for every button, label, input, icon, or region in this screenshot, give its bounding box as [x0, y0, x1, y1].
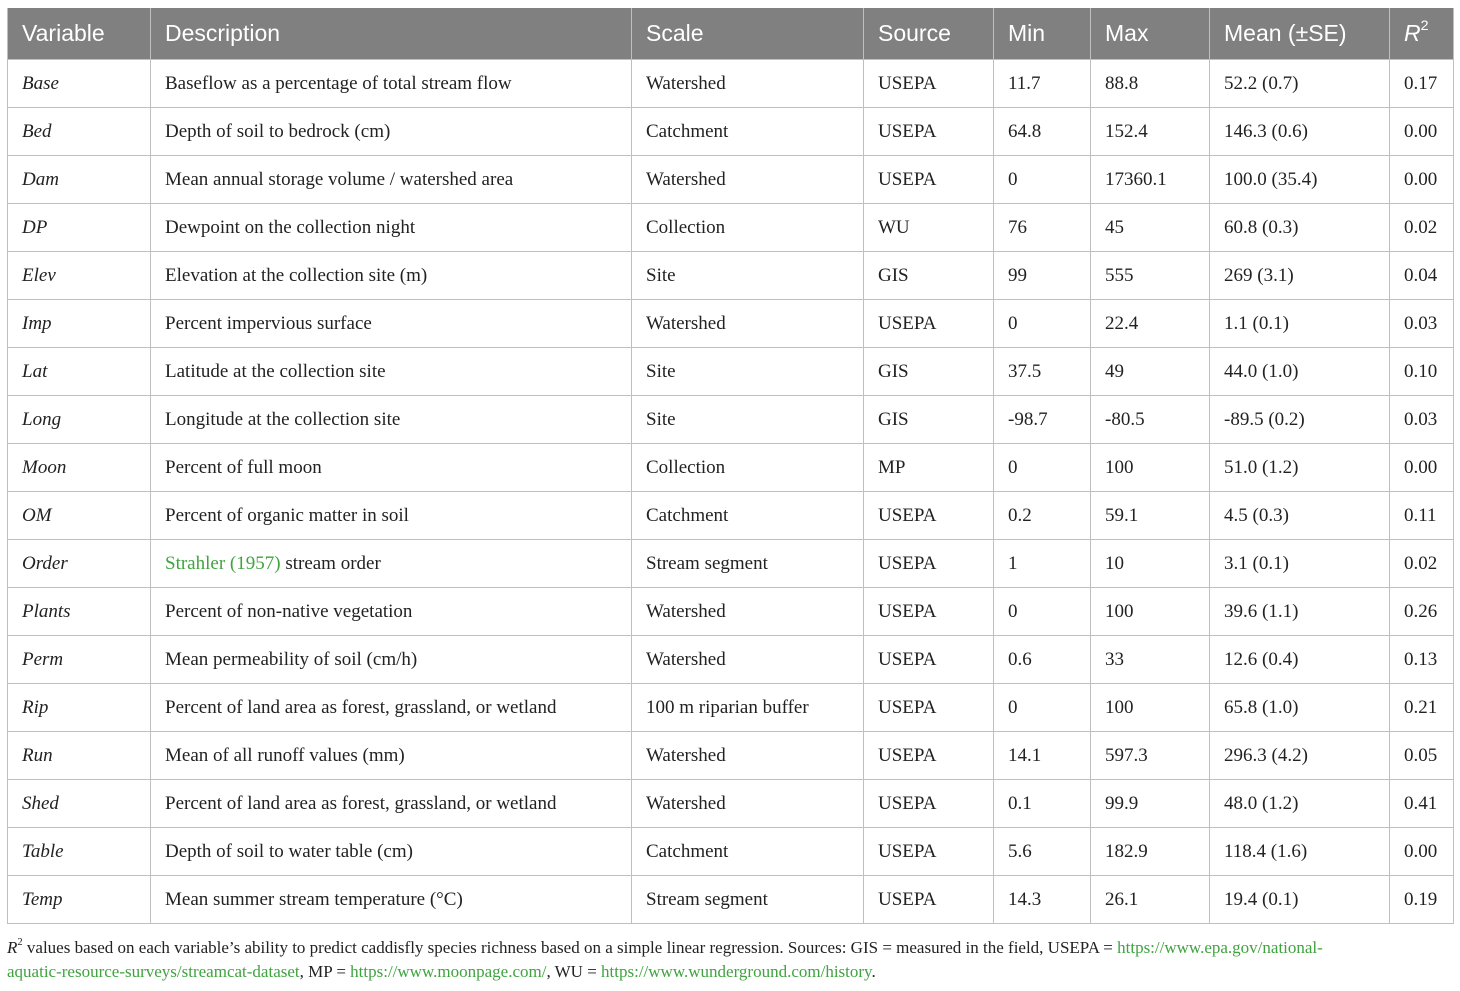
cell-r2: 0.10	[1390, 348, 1454, 396]
cell-scale: Collection	[632, 444, 864, 492]
cell-min: 0	[994, 588, 1091, 636]
cell-max: 33	[1091, 636, 1210, 684]
cell-variable: Run	[8, 732, 151, 780]
cell-max: 99.9	[1091, 780, 1210, 828]
cell-max: 88.8	[1091, 60, 1210, 108]
cell-description: Mean summer stream temperature (°C)	[151, 876, 632, 924]
table-row	[8, 636, 1454, 684]
header-variable: Variable	[8, 8, 151, 60]
cell-description: Percent of land area as forest, grassland, or wetland	[151, 684, 632, 732]
cell-max: -80.5	[1091, 396, 1210, 444]
cell-min: 0	[994, 684, 1091, 732]
cell-mean: 4.5 (0.3)	[1210, 492, 1390, 540]
cell-scale: Stream segment	[632, 540, 864, 588]
cell-source: USEPA	[864, 60, 994, 108]
cell-source: GIS	[864, 252, 994, 300]
cell-description: Percent of non-native vegetation	[151, 588, 632, 636]
cell-min: 64.8	[994, 108, 1091, 156]
footnote-r-exponent: 2	[17, 936, 23, 948]
cell-source: MP	[864, 444, 994, 492]
cell-mean: 39.6 (1.1)	[1210, 588, 1390, 636]
data-table-container	[7, 8, 1453, 924]
description-text: stream order	[280, 552, 381, 574]
table-row	[8, 396, 1454, 444]
cell-mean: 118.4 (1.6)	[1210, 828, 1390, 876]
header-r2-exponent: 2	[1420, 18, 1429, 35]
header-max: Max	[1091, 8, 1210, 60]
cell-variable: Base	[8, 60, 151, 108]
cell-source: USEPA	[864, 492, 994, 540]
table-row	[8, 780, 1454, 828]
cell-min: -98.7	[994, 396, 1091, 444]
cell-source: USEPA	[864, 108, 994, 156]
table-row	[8, 300, 1454, 348]
cell-description: Depth of soil to water table (cm)	[151, 828, 632, 876]
cell-scale: Catchment	[632, 108, 864, 156]
header-min: Min	[994, 8, 1091, 60]
cell-max: 17360.1	[1091, 156, 1210, 204]
usepa-link-part-2[interactable]: aquatic-resource-surveys/streamcat-dataset	[7, 962, 300, 981]
cell-source: USEPA	[864, 684, 994, 732]
cell-r2: 0.41	[1390, 780, 1454, 828]
table-row	[8, 684, 1454, 732]
moonpage-link[interactable]: https://www.moonpage.com/	[350, 962, 547, 981]
cell-variable: Plants	[8, 588, 151, 636]
cell-min: 0	[994, 300, 1091, 348]
cell-mean: 52.2 (0.7)	[1210, 60, 1390, 108]
cell-max: 100	[1091, 588, 1210, 636]
cell-scale: Watershed	[632, 636, 864, 684]
header-r2	[1390, 8, 1454, 60]
cell-min: 14.1	[994, 732, 1091, 780]
table-row	[8, 492, 1454, 540]
cell-variable: Table	[8, 828, 151, 876]
cell-r2: 0.00	[1390, 828, 1454, 876]
cell-scale: Site	[632, 396, 864, 444]
cell-scale: Catchment	[632, 828, 864, 876]
cell-min: 0.2	[994, 492, 1091, 540]
cell-description: Percent impervious surface	[151, 300, 632, 348]
header-mean: Mean (±SE)	[1210, 8, 1390, 60]
table-row	[8, 828, 1454, 876]
cell-scale: Collection	[632, 204, 864, 252]
cell-max: 49	[1091, 348, 1210, 396]
cell-min: 0.6	[994, 636, 1091, 684]
cell-scale: Watershed	[632, 732, 864, 780]
cell-description: Mean permeability of soil (cm/h)	[151, 636, 632, 684]
cell-description: Baseflow as a percentage of total stream flow	[151, 60, 632, 108]
cell-min: 0	[994, 444, 1091, 492]
cell-source: USEPA	[864, 588, 994, 636]
cell-variable: Lat	[8, 348, 151, 396]
cell-mean: 60.8 (0.3)	[1210, 204, 1390, 252]
variables-table	[7, 8, 1454, 924]
cell-mean: 51.0 (1.2)	[1210, 444, 1390, 492]
cell-scale: Watershed	[632, 780, 864, 828]
cell-mean: 44.0 (1.0)	[1210, 348, 1390, 396]
cell-description: Elevation at the collection site (m)	[151, 252, 632, 300]
table-row	[8, 588, 1454, 636]
footnote-text-1: values based on each variable’s ability to predict caddisfly species richness based on a simple linear regression. Sources: GIS = measured in the field, USEPA =	[22, 938, 1118, 957]
cell-description: Dewpoint on the collection night	[151, 204, 632, 252]
cell-variable: Order	[8, 540, 151, 588]
cell-variable: OM	[8, 492, 151, 540]
cell-description: Depth of soil to bedrock (cm)	[151, 108, 632, 156]
header-r2-base: R	[1404, 20, 1421, 46]
table-row	[8, 252, 1454, 300]
cell-max: 22.4	[1091, 300, 1210, 348]
cell-mean: 3.1 (0.1)	[1210, 540, 1390, 588]
cell-max: 59.1	[1091, 492, 1210, 540]
cell-description: Latitude at the collection site	[151, 348, 632, 396]
cell-source: USEPA	[864, 828, 994, 876]
cell-description: Percent of full moon	[151, 444, 632, 492]
cell-max: 152.4	[1091, 108, 1210, 156]
cell-r2: 0.19	[1390, 876, 1454, 924]
wunderground-link[interactable]: https://www.wunderground.com/history	[601, 962, 872, 981]
cell-scale: Watershed	[632, 60, 864, 108]
cell-source: USEPA	[864, 732, 994, 780]
cell-scale: Watershed	[632, 300, 864, 348]
cell-variable: Long	[8, 396, 151, 444]
cell-r2: 0.11	[1390, 492, 1454, 540]
cell-r2: 0.13	[1390, 636, 1454, 684]
table-row	[8, 876, 1454, 924]
cell-min: 0.1	[994, 780, 1091, 828]
cell-min: 37.5	[994, 348, 1091, 396]
cell-max: 555	[1091, 252, 1210, 300]
cell-variable: Dam	[8, 156, 151, 204]
cell-source: USEPA	[864, 300, 994, 348]
cell-mean: 65.8 (1.0)	[1210, 684, 1390, 732]
cell-mean: 48.0 (1.2)	[1210, 780, 1390, 828]
cell-max: 10	[1091, 540, 1210, 588]
cell-scale: Site	[632, 348, 864, 396]
cell-mean: 296.3 (4.2)	[1210, 732, 1390, 780]
footnote-text-2: , MP =	[299, 962, 351, 981]
cell-variable: Bed	[8, 108, 151, 156]
table-row	[8, 204, 1454, 252]
table-body	[8, 60, 1454, 924]
cell-mean: 12.6 (0.4)	[1210, 636, 1390, 684]
cell-description	[151, 540, 632, 588]
cell-source: GIS	[864, 348, 994, 396]
cell-r2: 0.00	[1390, 444, 1454, 492]
cell-r2: 0.26	[1390, 588, 1454, 636]
cell-description: Percent of organic matter in soil	[151, 492, 632, 540]
header-row	[8, 8, 1454, 60]
cell-source: USEPA	[864, 780, 994, 828]
cell-scale: Stream segment	[632, 876, 864, 924]
cell-r2: 0.21	[1390, 684, 1454, 732]
cell-description: Mean annual storage volume / watershed area	[151, 156, 632, 204]
cell-variable: Elev	[8, 252, 151, 300]
cell-variable: Shed	[8, 780, 151, 828]
table-row	[8, 60, 1454, 108]
cell-min: 5.6	[994, 828, 1091, 876]
cell-mean: 100.0 (35.4)	[1210, 156, 1390, 204]
cell-description: Mean of all runoff values (mm)	[151, 732, 632, 780]
cell-min: 99	[994, 252, 1091, 300]
usepa-link-part-1[interactable]: https://www.epa.gov/national-	[1117, 938, 1323, 957]
table-row	[8, 108, 1454, 156]
cell-variable: Temp	[8, 876, 151, 924]
cell-mean: 146.3 (0.6)	[1210, 108, 1390, 156]
cell-max: 26.1	[1091, 876, 1210, 924]
citation-link[interactable]: Strahler (1957)	[165, 552, 281, 574]
table-row	[8, 348, 1454, 396]
cell-max: 597.3	[1091, 732, 1210, 780]
cell-variable: Rip	[8, 684, 151, 732]
cell-min: 0	[994, 156, 1091, 204]
cell-max: 100	[1091, 684, 1210, 732]
cell-source: USEPA	[864, 156, 994, 204]
cell-r2: 0.02	[1390, 540, 1454, 588]
header-description: Description	[151, 8, 632, 60]
cell-variable: Perm	[8, 636, 151, 684]
cell-min: 11.7	[994, 60, 1091, 108]
cell-min: 76	[994, 204, 1091, 252]
cell-r2: 0.03	[1390, 396, 1454, 444]
footnote-text-3: , WU =	[546, 962, 602, 981]
cell-scale: Watershed	[632, 588, 864, 636]
cell-source: USEPA	[864, 540, 994, 588]
cell-max: 100	[1091, 444, 1210, 492]
cell-r2: 0.02	[1390, 204, 1454, 252]
cell-r2: 0.00	[1390, 108, 1454, 156]
cell-r2: 0.00	[1390, 156, 1454, 204]
footnote-text-4: .	[871, 962, 876, 981]
cell-variable: Imp	[8, 300, 151, 348]
cell-source: USEPA	[864, 876, 994, 924]
cell-r2: 0.04	[1390, 252, 1454, 300]
table-row	[8, 156, 1454, 204]
table-row	[8, 444, 1454, 492]
cell-source: USEPA	[864, 636, 994, 684]
cell-description: Percent of land area as forest, grassland, or wetland	[151, 780, 632, 828]
cell-source: GIS	[864, 396, 994, 444]
cell-mean: 1.1 (0.1)	[1210, 300, 1390, 348]
cell-mean: -89.5 (0.2)	[1210, 396, 1390, 444]
header-source: Source	[864, 8, 994, 60]
cell-max: 182.9	[1091, 828, 1210, 876]
table-row	[8, 732, 1454, 780]
cell-mean: 269 (3.1)	[1210, 252, 1390, 300]
footnote-r: R	[7, 938, 18, 957]
table-row	[8, 540, 1454, 588]
cell-r2: 0.17	[1390, 60, 1454, 108]
cell-r2: 0.03	[1390, 300, 1454, 348]
header-scale: Scale	[632, 8, 864, 60]
cell-max: 45	[1091, 204, 1210, 252]
cell-scale: Catchment	[632, 492, 864, 540]
table-footnote	[7, 936, 1455, 984]
cell-min: 14.3	[994, 876, 1091, 924]
cell-mean: 19.4 (0.1)	[1210, 876, 1390, 924]
cell-scale: Site	[632, 252, 864, 300]
cell-scale: 100 m riparian buffer	[632, 684, 864, 732]
cell-r2: 0.05	[1390, 732, 1454, 780]
cell-description: Longitude at the collection site	[151, 396, 632, 444]
cell-variable: Moon	[8, 444, 151, 492]
cell-variable: DP	[8, 204, 151, 252]
cell-source: WU	[864, 204, 994, 252]
cell-scale: Watershed	[632, 156, 864, 204]
cell-min: 1	[994, 540, 1091, 588]
